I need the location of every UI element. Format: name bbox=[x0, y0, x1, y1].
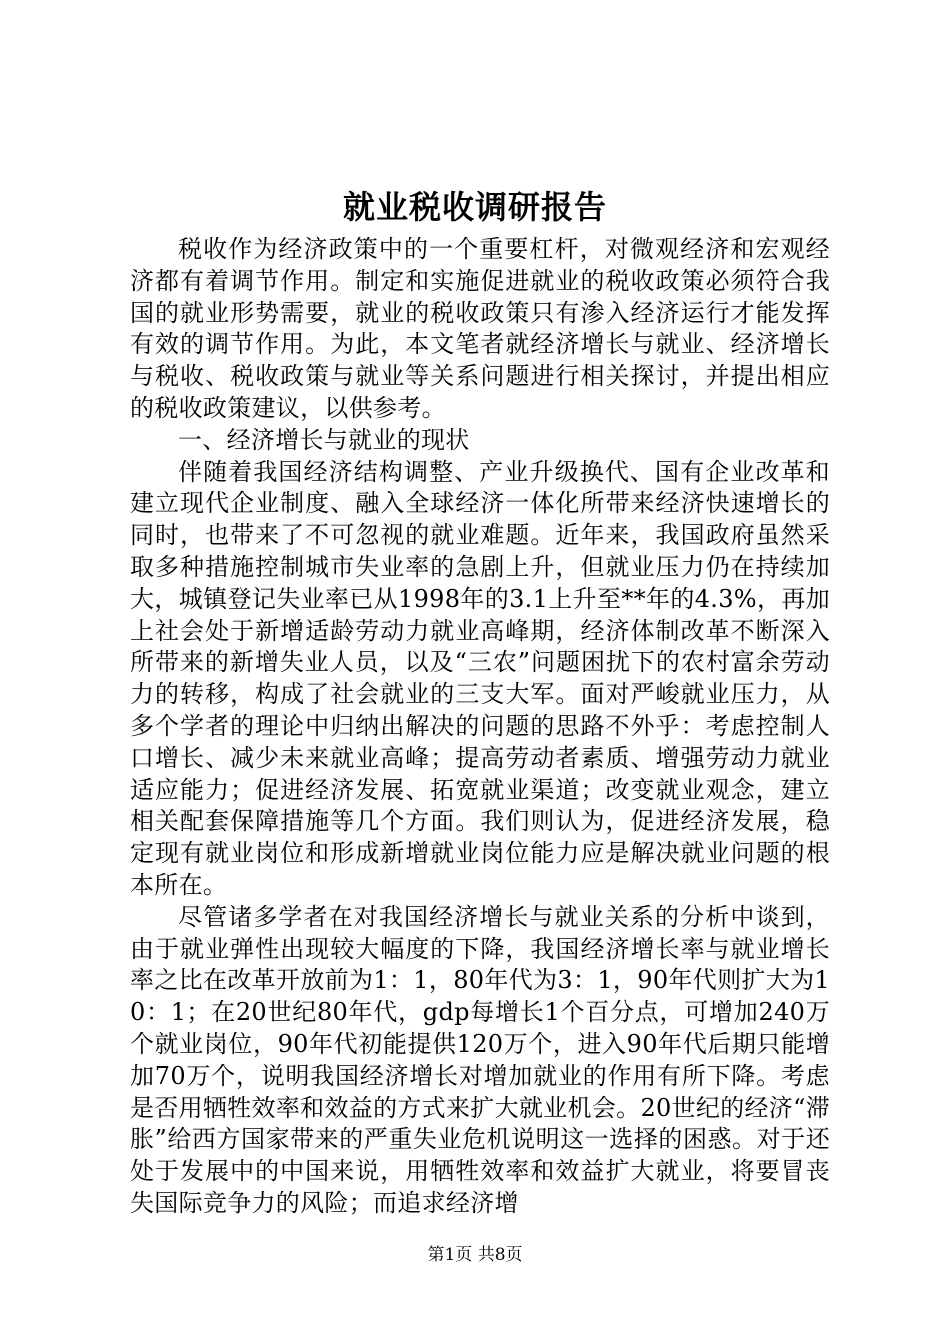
document-body bbox=[130, 234, 830, 1220]
body-paragraph-2: 尽管诸多学者在对我国经济增长与就业关系的分析中谈到，由于就业弹性出现较大幅度的下降，我国经济增长率与就业增长率之比在改革开放前为1：1，80年代为3：1，90年代则扩大为10：1；在20世纪80年代，gdp每增长1个百分点，可增加240万个就业岗位，90年代初能提供120万个，进入90年代后期只能增加70万个，说明我国经济增长对增加就业的作用有所下降。考虑是否用牺牲效率和效益的方式来扩大就业机会。20世纪的经济“滞胀”给西方国家带来的严重失业危机说明这一选择的困惑。对于还处于发展中的中国来说，用牺牲效率和效益扩大就业，将要冒丧失国际竞争力的风险；而追求经济增 bbox=[130, 902, 830, 1217]
page-number-footer: 第1页 共8页 bbox=[427, 1245, 523, 1265]
section-heading-1: 一、经济增长与就业的现状 bbox=[178, 425, 470, 454]
body-paragraph-1: 伴随着我国经济结构调整、产业升级换代、国有企业改革和建立现代企业制度、融入全球经济一体化所带来经济快速增长的同时，也带来了不可忽视的就业难题。近年来，我国政府虽然采取多种措施控制城市失业率的急剧上升，但就业压力仍在持续加大，城镇登记失业率已从1998年的3.1上升至**年的4.3%，再加上社会处于新增适龄劳动力就业高峰期，经济体制改革不断深入所带来的新增失业人员，以及“三农”问题困扰下的农村富余劳动力的转移，构成了社会就业的三支大军。面对严峻就业压力，从多个学者的理论中归纳出解决的问题的思路不外乎：考虑控制人口增长、减少未来就业高峰；提高劳动者素质、增强劳动力就业适应能力；促进经济发展、拓宽就业渠道；改变就业观念，建立相关配套保障措施等几个方面。我们则认为，促进经济发展，稳定现有就业岗位和形成新增就业岗位能力应是解决就业问题的根本所在。 bbox=[130, 457, 830, 899]
intro-paragraph: 税收作为经济政策中的一个重要杠杆，对微观经济和宏观经济都有着调节作用。制定和实施促进就业的税收政策必须符合我国的就业形势需要，就业的税收政策只有渗入经济运行才能发挥有效的调节作用。为此，本文笔者就经济增长与就业、经济增长与税收、税收政策与就业等关系问题进行相关探讨，并提出相应的税收政策建议，以供参考。 bbox=[130, 235, 830, 422]
document-title: 就业税收调研报告 bbox=[342, 188, 607, 226]
